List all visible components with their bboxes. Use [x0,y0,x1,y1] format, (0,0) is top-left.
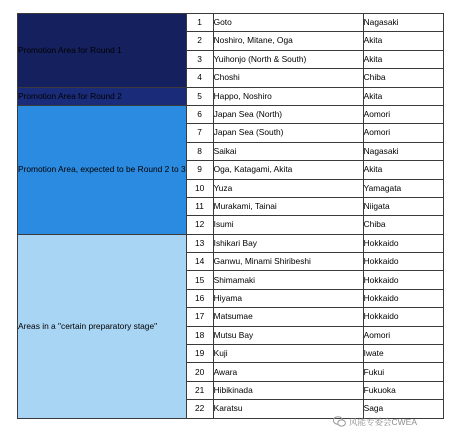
prefecture-cell: Yamagata [363,179,443,197]
area-name-cell: Yuza [213,179,363,197]
table-row [18,234,444,252]
area-name-cell: Hibikinada [213,381,363,399]
watermark [333,416,417,429]
prefecture-cell: Aomori [363,326,443,344]
row-number-cell: 7 [186,124,213,142]
row-number-cell: 12 [186,216,213,234]
prefecture-cell: Hokkaido [363,253,443,271]
table-row [18,105,444,123]
area-name-cell: Murakami, Tainai [213,197,363,215]
row-number-cell: 18 [186,326,213,344]
area-name-cell: Japan Sea (South) [213,124,363,142]
prefecture-cell: Akita [363,87,443,105]
area-name-cell: Karatsu [213,400,363,418]
area-name-cell: Noshiro, Mitane, Oga [213,32,363,50]
row-number-cell: 1 [186,14,213,32]
prefecture-cell: Aomori [363,105,443,123]
prefecture-cell: Akita [363,32,443,50]
row-number-cell: 3 [186,50,213,68]
prefecture-cell: Fukuoka [363,381,443,399]
prefecture-cell: Aomori [363,124,443,142]
area-name-cell: Choshi [213,69,363,87]
area-name-cell: Ganwu, Minami Shiribeshi [213,253,363,271]
area-name-cell: Oga, Katagami, Akita [213,161,363,179]
prefecture-cell: Iwate [363,345,443,363]
row-number-cell: 17 [186,308,213,326]
table-row [18,87,444,105]
row-number-cell: 5 [186,87,213,105]
row-number-cell: 8 [186,142,213,160]
prefecture-cell: Hokkaido [363,234,443,252]
prefecture-cell: Akita [363,50,443,68]
prefecture-cell: Chiba [363,216,443,234]
area-name-cell: Kuji [213,345,363,363]
row-number-cell: 22 [186,400,213,418]
table-row [18,14,444,32]
prefecture-cell: Hokkaido [363,289,443,307]
category-cell: Promotion Area for Round 1 [18,14,187,88]
row-number-cell: 2 [186,32,213,50]
area-name-cell: Hiyama [213,289,363,307]
prefecture-cell: Hokkaido [363,271,443,289]
row-number-cell: 13 [186,234,213,252]
watermark-text: 风能专委会CWEA [349,417,418,427]
area-name-cell: Ishikari Bay [213,234,363,252]
prefecture-cell: Fukui [363,363,443,381]
area-name-cell: Saikai [213,142,363,160]
row-number-cell: 14 [186,253,213,271]
prefecture-cell: Hokkaido [363,308,443,326]
prefecture-cell: Niigata [363,197,443,215]
row-number-cell: 11 [186,197,213,215]
row-number-cell: 20 [186,363,213,381]
promotion-areas-table [17,13,444,419]
row-number-cell: 16 [186,289,213,307]
category-cell: Promotion Area for Round 2 [18,87,187,105]
prefecture-cell: Akita [363,161,443,179]
area-name-cell: Shimamaki [213,271,363,289]
row-number-cell: 19 [186,345,213,363]
promotion-table-wrapper [17,13,444,419]
row-number-cell: 4 [186,69,213,87]
area-name-cell: Goto [213,14,363,32]
area-name-cell: Yuihonjo (North & South) [213,50,363,68]
area-name-cell: Happo, Noshiro [213,87,363,105]
prefecture-cell: Saga [363,400,443,418]
area-name-cell: Awara [213,363,363,381]
category-cell: Areas in a "certain preparatory stage" [18,234,187,418]
prefecture-cell: Nagasaki [363,14,443,32]
category-cell: Promotion Area, expected to be Round 2 to 3 [18,105,187,234]
prefecture-cell: Nagasaki [363,142,443,160]
row-number-cell: 15 [186,271,213,289]
area-name-cell: Isumi [213,216,363,234]
wechat-icon [333,416,346,429]
area-name-cell: Mutsu Bay [213,326,363,344]
row-number-cell: 21 [186,381,213,399]
row-number-cell: 10 [186,179,213,197]
area-name-cell: Matsumae [213,308,363,326]
row-number-cell: 6 [186,105,213,123]
prefecture-cell: Chiba [363,69,443,87]
area-name-cell: Japan Sea (North) [213,105,363,123]
row-number-cell: 9 [186,161,213,179]
